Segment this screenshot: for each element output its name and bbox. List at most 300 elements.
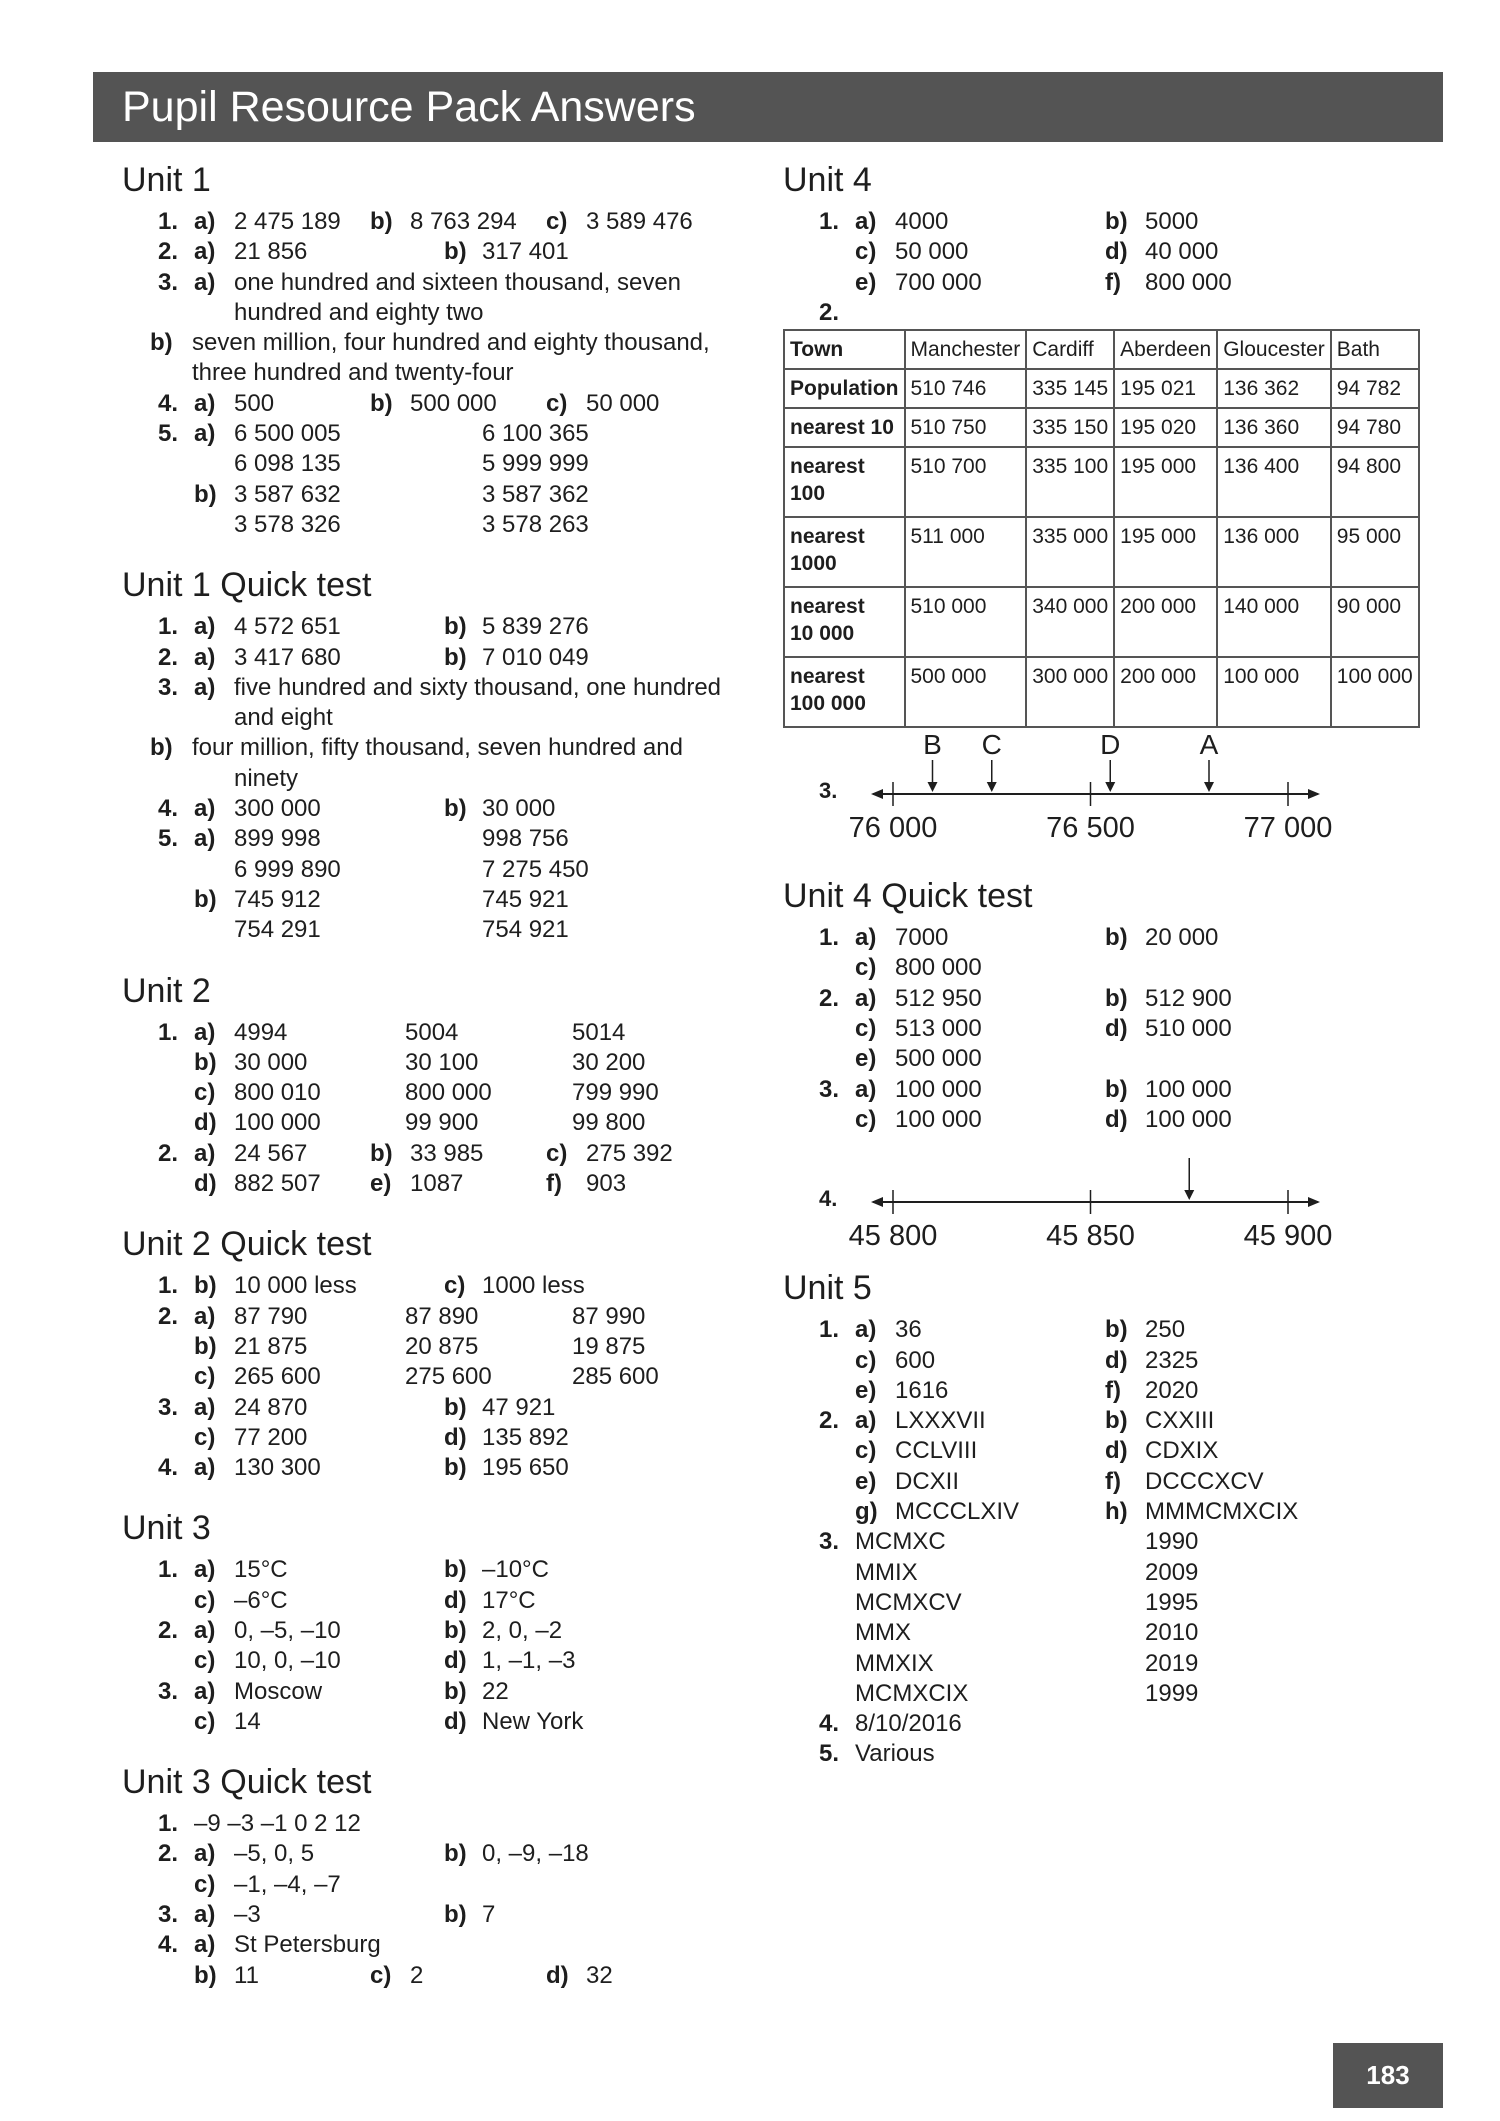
answer-text: 500 000 (410, 389, 497, 417)
part-label: a) (194, 238, 216, 266)
answer-line (783, 1589, 1443, 1619)
answer-text: DCCCXCV (1145, 1467, 1264, 1495)
answer-line (122, 1079, 762, 1109)
answer-line (122, 299, 762, 329)
answer-text: 2010 (1145, 1619, 1199, 1647)
answer-line (122, 1363, 762, 1393)
question-number: 1. (158, 1810, 179, 1838)
part-label: b) (444, 1616, 467, 1644)
part-label: b) (444, 1556, 467, 1584)
tick-label: 77 000 (1243, 812, 1333, 845)
answer-text: MCCCLXIV (895, 1498, 1020, 1526)
answer-line (122, 1170, 762, 1200)
answer-line (122, 1109, 762, 1139)
section-heading: Unit 1 Quick test (122, 566, 372, 605)
question-number: 2. (158, 1139, 179, 1167)
arrow-down-icon (1105, 782, 1115, 792)
answer-text: 754 291 (234, 916, 321, 944)
part-label: b) (444, 1393, 467, 1421)
answer-text: 5004 (405, 1018, 459, 1046)
question-number: 3. (158, 268, 179, 296)
answer-text: 100 000 (1145, 1075, 1232, 1103)
answer-text: 3 578 326 (234, 510, 341, 538)
table-cell: 195 020 (1114, 408, 1217, 447)
row-label (784, 657, 905, 727)
table-cell: 335 150 (1026, 408, 1114, 447)
table-cell: 90 000 (1331, 587, 1419, 657)
part-label: b) (370, 389, 393, 417)
part-label: g) (855, 1498, 878, 1526)
part-label: b) (194, 1961, 217, 1989)
answer-text: MCMXC (855, 1528, 946, 1556)
answer-text: 24 870 (234, 1393, 308, 1421)
answer-text: five hundred and sixty thousand, one hundred (234, 673, 722, 701)
question-number: 5. (158, 420, 179, 448)
answer-line (122, 1647, 762, 1677)
answer-text: 5014 (572, 1018, 626, 1046)
answer-text: 5 999 999 (482, 450, 589, 478)
answer-line (122, 1708, 762, 1738)
arrow-right-icon (1308, 1197, 1320, 1207)
answer-text: 40 000 (1145, 238, 1219, 266)
answer-text: 275 600 (405, 1363, 492, 1391)
answer-line (122, 765, 762, 795)
part-label: c) (194, 1647, 216, 1675)
answer-text: 87 890 (405, 1302, 479, 1330)
section-unit-4 (783, 158, 1443, 864)
section-unit-1 (122, 158, 762, 541)
question-number: 1. (819, 924, 840, 952)
table-cell: 335 145 (1026, 369, 1114, 408)
part-label: c) (546, 208, 568, 235)
answer-text: MMXIX (855, 1649, 934, 1677)
question-number: 4. (158, 389, 179, 417)
question-number: 1. (158, 1018, 179, 1046)
answer-line (783, 924, 1443, 954)
part-label: a) (855, 1075, 877, 1103)
part-label: c) (194, 1079, 216, 1107)
part-label: e) (855, 1376, 877, 1404)
answer-text: 6 500 005 (234, 420, 341, 448)
answer-line (783, 1347, 1443, 1377)
answer-text: 1087 (410, 1170, 464, 1198)
answer-line (122, 1617, 762, 1647)
table-cell: 94 780 (1331, 408, 1419, 447)
part-label: a) (194, 1556, 216, 1584)
question-number: 3. (158, 673, 179, 701)
answer-line (122, 1587, 762, 1617)
answer-line (783, 1316, 1443, 1346)
table-header-cell: Aberdeen (1114, 330, 1217, 369)
answer-line (783, 269, 1443, 299)
part-label: c) (855, 238, 877, 266)
table-cell: 195 000 (1114, 447, 1217, 517)
part-label: h) (1105, 1498, 1128, 1526)
answer-text: 754 921 (482, 916, 569, 944)
row-label-text: nearest (790, 525, 865, 549)
answer-line (122, 613, 762, 643)
part-label: a) (194, 1139, 216, 1167)
answer-text: 100 000 (895, 1105, 982, 1133)
part-label: c) (444, 1272, 466, 1300)
question-number: 2. (158, 1302, 179, 1330)
answer-line (783, 1377, 1443, 1407)
section-unit-3-quick-test (122, 1760, 762, 1992)
answer-line (122, 916, 762, 946)
answer-text: 998 756 (482, 825, 569, 853)
answer-text: 745 912 (234, 885, 321, 913)
answer-text: 87 990 (572, 1302, 646, 1330)
answer-text: 30 000 (234, 1048, 308, 1076)
answer-text: 7 (482, 1901, 496, 1929)
answer-line (122, 208, 762, 238)
right-column (783, 158, 1443, 1793)
part-label: c) (194, 1586, 216, 1614)
answer-text: 100 000 (1145, 1105, 1232, 1133)
part-label: c) (194, 1870, 216, 1898)
part-label: e) (855, 268, 877, 296)
answer-line (783, 1468, 1443, 1498)
answer-text: 8/10/2016 (855, 1710, 962, 1738)
part-label: f) (546, 1170, 562, 1198)
answer-text: hundred and eighty two (234, 298, 484, 326)
part-label: e) (370, 1170, 392, 1198)
answer-line (122, 511, 762, 541)
table-cell: 510 750 (905, 408, 1027, 447)
tick-label: 76 500 (1046, 812, 1135, 845)
answer-line (122, 1810, 762, 1840)
table-header-cell: Cardiff (1026, 330, 1114, 369)
answer-text: 700 000 (895, 268, 982, 296)
marker-label: D (1100, 734, 1121, 761)
answer-text: –5, 0, 5 (234, 1840, 315, 1868)
question-number: 4. (819, 1186, 838, 1212)
answer-text: 285 600 (572, 1363, 659, 1391)
table-cell: 100 000 (1217, 657, 1331, 727)
answer-line (122, 1678, 762, 1708)
answer-text: 21 875 (234, 1332, 308, 1360)
answer-line (783, 1498, 1443, 1528)
table-cell: 136 360 (1217, 408, 1331, 447)
answer-line (122, 481, 762, 511)
answer-text: ninety (234, 764, 299, 792)
question-number: 5. (158, 825, 179, 853)
tick-label: 76 000 (848, 812, 938, 845)
table-cell: 200 000 (1114, 657, 1217, 727)
answer-line (783, 1528, 1443, 1558)
answer-text: 0, –9, –18 (482, 1840, 589, 1868)
answer-text: 800 000 (895, 954, 982, 982)
table-cell: 300 000 (1026, 657, 1114, 727)
answer-text: 800 010 (234, 1079, 321, 1107)
arrow-down-icon (1204, 782, 1214, 792)
part-label: a) (194, 420, 216, 448)
marker-label: C (981, 734, 1002, 761)
arrow-left-icon (871, 1197, 883, 1207)
part-label: b) (444, 1677, 467, 1705)
answer-text: 7 275 450 (482, 855, 589, 883)
part-label: d) (194, 1170, 217, 1198)
answer-text: LXXXVII (895, 1407, 986, 1435)
part-label: a) (855, 1316, 877, 1344)
row-label-text: nearest (790, 595, 865, 619)
answer-text: MCMXCIX (855, 1679, 969, 1707)
part-label: a) (855, 924, 877, 952)
part-label: b) (444, 1901, 467, 1929)
section-heading: Unit 1 (122, 161, 211, 199)
table-header-cell: Bath (1331, 330, 1419, 369)
answer-text: 1990 (1145, 1528, 1199, 1556)
answer-text: 3 587 362 (482, 480, 589, 508)
answer-text: 265 600 (234, 1363, 321, 1391)
answer-text: St Petersburg (234, 1931, 381, 1959)
answer-text: CXXIII (1145, 1407, 1215, 1435)
answer-text: 600 (895, 1346, 936, 1374)
answer-text: 5000 (1145, 208, 1199, 235)
section-unit-4-quick-test (783, 874, 1443, 1256)
question-number: 4. (158, 795, 179, 823)
part-label: d) (444, 1707, 467, 1735)
answer-text: 2, 0, –2 (482, 1616, 563, 1644)
part-label: f) (1105, 1467, 1121, 1495)
part-label: a) (194, 1018, 216, 1046)
answer-text: 20 000 (1145, 924, 1219, 952)
question-number: 4. (819, 1710, 840, 1738)
part-label: c) (194, 1363, 216, 1391)
part-label: b) (1105, 924, 1128, 952)
answer-text: 7000 (895, 924, 949, 952)
answer-text: 0, –5, –10 (234, 1616, 341, 1644)
answer-text: 21 856 (234, 238, 308, 266)
question-number: 1. (819, 208, 840, 235)
part-label: c) (546, 389, 568, 417)
answer-text: –6°C (234, 1586, 288, 1614)
answer-text: New York (482, 1707, 584, 1735)
part-label: c) (855, 1015, 877, 1043)
part-label: a) (194, 1677, 216, 1705)
part-label: d) (444, 1586, 467, 1614)
answer-text: 2020 (1145, 1376, 1199, 1404)
answer-text: 50 000 (895, 238, 969, 266)
part-label: b) (194, 480, 217, 508)
question-number: 3. (158, 1677, 179, 1705)
section-unit-5 (783, 1266, 1443, 1770)
answer-line (122, 704, 762, 734)
section-heading: Unit 5 (783, 1269, 872, 1308)
row-label-text: Population (790, 377, 899, 401)
part-label: a) (855, 1407, 877, 1435)
answer-text: –3 (234, 1901, 261, 1929)
question-number: 3. (158, 1901, 179, 1929)
answer-text: 4994 (234, 1018, 288, 1046)
part-label: e) (855, 1045, 877, 1073)
section-unit-1-quick-test (122, 563, 762, 946)
answer-line (783, 1015, 1443, 1045)
question-number: 5. (819, 1740, 840, 1768)
row-label-text: 100 000 (790, 692, 866, 716)
table-cell: 510 746 (905, 369, 1027, 408)
row-label (784, 369, 905, 408)
part-label: a) (855, 984, 877, 1012)
answer-text: 899 998 (234, 825, 321, 853)
answer-text: 30 200 (572, 1048, 646, 1076)
part-label: a) (194, 1454, 216, 1482)
question-number: 3. (819, 778, 838, 804)
part-label: d) (444, 1423, 467, 1451)
part-label: a) (194, 643, 216, 671)
tick-label: 45 900 (1243, 1220, 1333, 1253)
answer-text: 500 (234, 389, 275, 417)
question-number: 4. (158, 1931, 179, 1959)
answer-text: 100 000 (895, 1075, 982, 1103)
question-number: 1. (158, 208, 179, 235)
part-label: f) (1105, 1376, 1121, 1404)
answer-text: 512 950 (895, 984, 982, 1012)
table-cell: 200 000 (1114, 587, 1217, 657)
number-line-q3 (783, 734, 1343, 864)
part-label: a) (194, 389, 216, 417)
part-label: c) (855, 1437, 877, 1465)
page-title: Pupil Resource Pack Answers (122, 83, 696, 131)
table-row (784, 369, 1419, 408)
page-banner (93, 72, 1443, 142)
answer-text: –10°C (482, 1556, 549, 1584)
answer-line (122, 1019, 762, 1049)
answer-line (783, 1437, 1443, 1467)
part-label: d) (1105, 1105, 1128, 1133)
table-cell: 335 000 (1026, 517, 1114, 587)
table-cell: 140 000 (1217, 587, 1331, 657)
answer-text: 1000 less (482, 1272, 585, 1300)
table-cell: 136 400 (1217, 447, 1331, 517)
answer-text: 22 (482, 1677, 509, 1705)
question-number: 3. (819, 1528, 840, 1556)
answer-line (783, 1106, 1443, 1136)
answer-line (783, 208, 1443, 238)
answer-text: 1995 (1145, 1588, 1199, 1616)
table-cell: 510 000 (905, 587, 1027, 657)
question-number: 2. (158, 1616, 179, 1644)
answer-text: 3 589 476 (586, 208, 693, 235)
row-label (784, 517, 905, 587)
answer-text: 903 (586, 1170, 627, 1198)
answer-line (122, 450, 762, 480)
answer-text: 47 921 (482, 1393, 556, 1421)
part-label: b) (150, 329, 173, 357)
part-label: d) (444, 1647, 467, 1675)
answer-text: 32 (586, 1961, 613, 1989)
answer-line (122, 1871, 762, 1901)
answer-text: –1, –4, –7 (234, 1870, 341, 1898)
answer-text: 5 839 276 (482, 613, 589, 641)
table-header-cell: Town (784, 330, 905, 369)
row-label-text: nearest (790, 665, 865, 689)
part-label: a) (194, 825, 216, 853)
answer-line (122, 734, 762, 764)
question-number: 2. (819, 1407, 840, 1435)
answer-text: 4 572 651 (234, 613, 341, 641)
section-heading: Unit 3 Quick test (122, 1763, 372, 1802)
part-label: b) (1105, 1316, 1128, 1344)
answer-text: 130 300 (234, 1454, 321, 1482)
question-number: 2. (819, 298, 840, 326)
answer-line (783, 1680, 1443, 1710)
table-cell: 136 000 (1217, 517, 1331, 587)
table-row (784, 517, 1419, 587)
tick-label: 45 800 (848, 1220, 938, 1253)
question-number: 2. (158, 1840, 179, 1868)
answer-text: 19 875 (572, 1332, 646, 1360)
part-label: b) (194, 885, 217, 913)
answer-text: 745 921 (482, 885, 569, 913)
answer-text: 15°C (234, 1556, 288, 1584)
row-label (784, 447, 905, 517)
answer-text: 24 567 (234, 1139, 308, 1167)
arrow-right-icon (1308, 789, 1320, 799)
arrow-down-icon (1184, 1190, 1194, 1200)
part-label: a) (194, 1616, 216, 1644)
table-header-cell: Manchester (905, 330, 1027, 369)
answer-text: 250 (1145, 1316, 1186, 1344)
section-heading: Unit 4 Quick test (783, 877, 1033, 916)
tick-label: 45 850 (1046, 1220, 1135, 1253)
answer-text: MMIX (855, 1558, 918, 1586)
answer-text: 17°C (482, 1586, 536, 1614)
answer-line (122, 1962, 762, 1992)
part-label: a) (194, 673, 216, 701)
table-row (784, 587, 1419, 657)
answer-text: 3 417 680 (234, 643, 341, 671)
section-heading: Unit 3 (122, 1509, 211, 1548)
answer-line (122, 856, 762, 886)
row-label-text: 10 000 (790, 622, 855, 646)
answer-line (783, 954, 1443, 984)
part-label: b) (194, 1332, 217, 1360)
answer-text: 2009 (1145, 1558, 1199, 1586)
part-label: d) (1105, 1015, 1128, 1043)
answer-text: MCMXCV (855, 1588, 962, 1616)
answer-text: 1616 (895, 1376, 949, 1404)
part-label: b) (1105, 208, 1128, 235)
answer-line (122, 1840, 762, 1870)
answer-text: 500 000 (895, 1045, 982, 1073)
part-label: a) (194, 613, 216, 641)
marker-label: B (923, 734, 942, 761)
part-label: b) (444, 1840, 467, 1868)
answer-text: Moscow (234, 1677, 323, 1705)
left-column (122, 158, 762, 2014)
section-unit-2 (122, 969, 762, 1201)
answer-line (122, 269, 762, 299)
answer-text: 30 000 (482, 795, 556, 823)
answer-text: 195 650 (482, 1454, 569, 1482)
part-label: a) (194, 795, 216, 823)
answer-line (122, 825, 762, 855)
answer-text: 30 100 (405, 1048, 479, 1076)
part-label: c) (194, 1707, 216, 1735)
answer-text: four million, fifty thousand, seven hundred and (192, 734, 683, 762)
table-row (784, 447, 1419, 517)
row-label-text: nearest 10 (790, 416, 894, 440)
table-row (784, 408, 1419, 447)
answer-text: and eight (234, 704, 333, 732)
answer-text: MMX (855, 1619, 911, 1647)
answer-text: 14 (234, 1707, 261, 1735)
answer-text: 4000 (895, 208, 949, 235)
part-label: b) (194, 1272, 217, 1300)
answer-text: –9 –3 –1 0 2 12 (194, 1810, 361, 1838)
arrow-down-icon (987, 782, 997, 792)
